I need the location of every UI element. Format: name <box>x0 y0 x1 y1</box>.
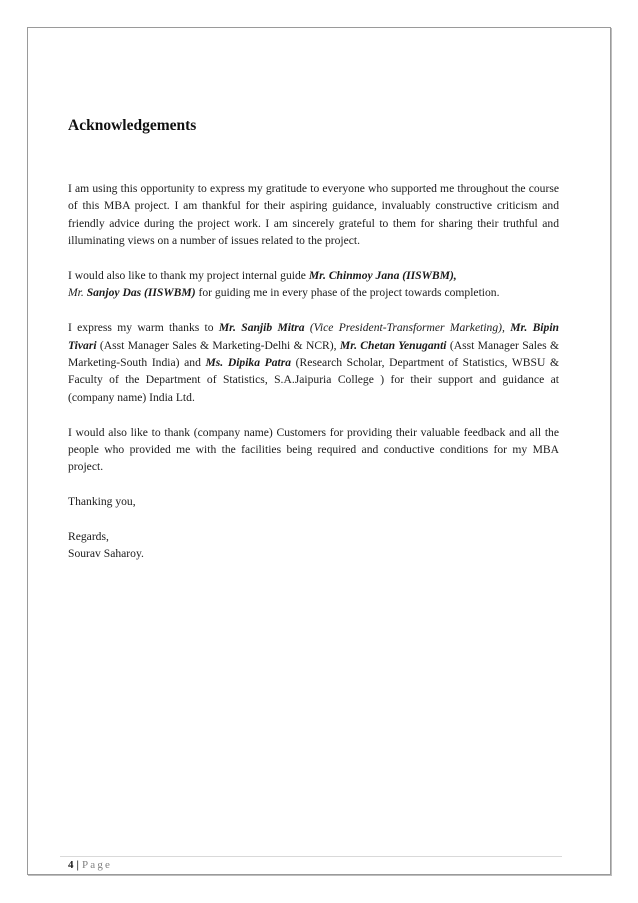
guide-mr-prefix: Mr. <box>68 286 87 300</box>
person-name-2: Mr. Bipin Tivari <box>68 321 559 352</box>
footer-separator: | <box>76 859 79 871</box>
paragraph-internal-guide <box>68 267 559 302</box>
warm-thanks-rest: (Research Scholar, Department of Statistics, WBSU & Faculty of the Department of Statistics, S.A.Jaipuria College ) for their support and guidance at (company name) India Ltd. <box>68 356 559 404</box>
page-footer <box>68 858 112 872</box>
footer-page-number: 4 <box>68 859 74 871</box>
internal-guide-rest: for guiding me in every phase of the project towards completion. <box>195 286 500 300</box>
warm-thanks-intro: I express my warm thanks to <box>68 321 219 335</box>
paragraph-customers: I would also like to thank (company name) Customers for providing their valuable feedback and all the people who provided me with the facilities being required and conductive conditions for my MBA project. <box>68 425 559 474</box>
guide-name-1: Mr. Chinmoy Jana (IISWBM), <box>308 269 457 283</box>
person-role-1: (Vice President-Transformer Marketing), <box>304 321 505 335</box>
footer-page-label: Page <box>81 859 113 871</box>
person-name-1: Mr. Sanjib Mitra <box>218 321 305 335</box>
page-title: Acknowledgements <box>68 117 197 134</box>
footer-divider <box>60 856 562 857</box>
paragraph-gratitude: I am using this opportunity to express my gratitude to everyone who supported me throughout the course of this MBA project. I am thankful for their aspiring guidance, invaluably constructive criticism and friendly advice during the project work. I am sincerely grateful to them for sharing their truthful and illuminating views on a number of issues related to the project. <box>68 182 559 248</box>
closing-thanking: Thanking you, <box>68 495 136 509</box>
guide-name-2: Sanjoy Das (IISWBM) <box>86 286 196 300</box>
signature-name: Sourav Saharoy. <box>68 547 144 561</box>
internal-guide-intro: I would also like to thank my project internal guide <box>68 269 309 283</box>
person-name-4: Ms. Dipika Patra <box>205 356 292 370</box>
page-content <box>68 116 559 563</box>
person-role-2: (Asst Manager Sales & Marketing-Delhi & NCR), <box>96 338 340 352</box>
closing-regards: Regards, <box>68 530 109 544</box>
person-role-3: (Asst Manager Sales & Marketing-South India) and <box>68 338 560 370</box>
paragraph-warm-thanks <box>68 319 559 406</box>
person-name-3: Mr. Chetan Yenuganti <box>339 338 447 352</box>
